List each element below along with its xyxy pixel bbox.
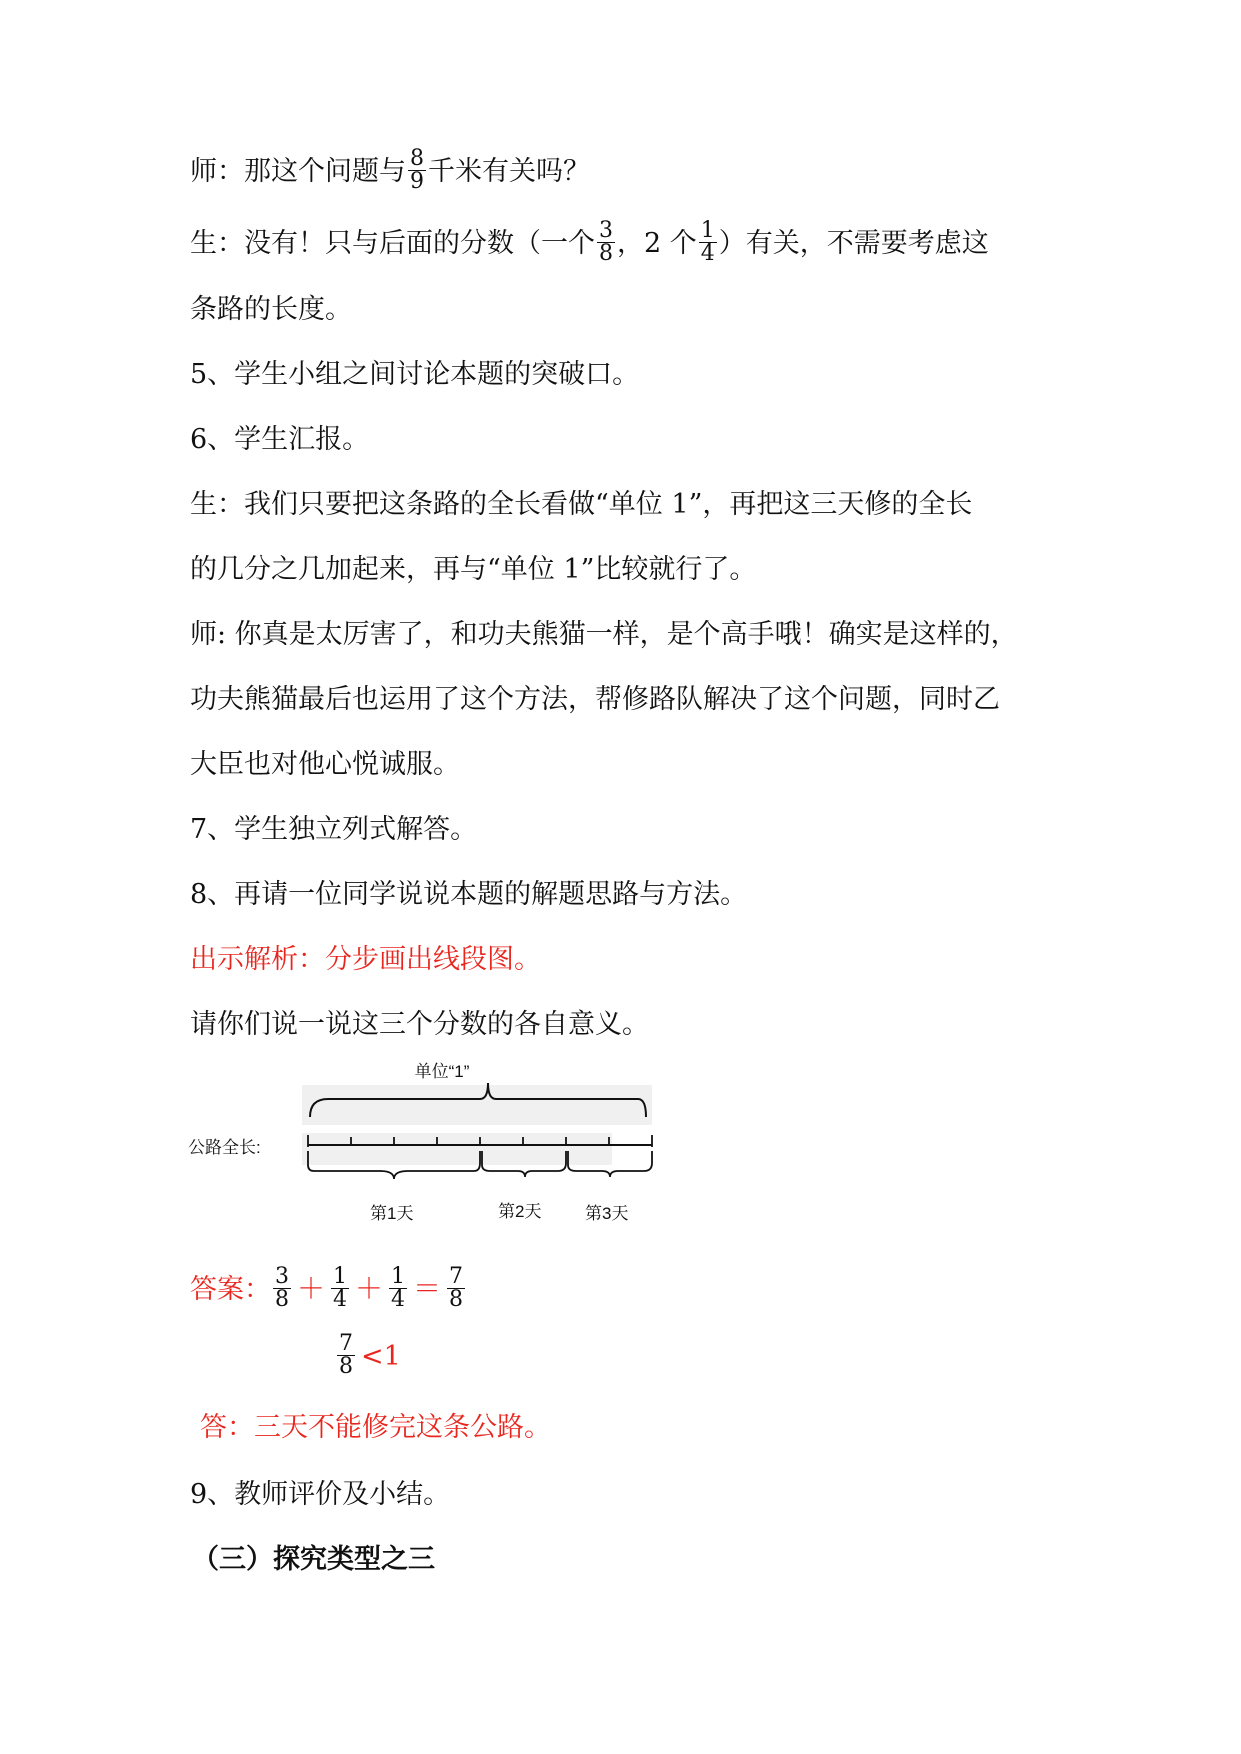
line-step-5: 5、学生小组之间讨论本题的突破口。 xyxy=(190,359,640,390)
section-heading: （三）探究类型之三 xyxy=(192,1544,435,1575)
numerator: 7 xyxy=(449,1264,464,1289)
speaker: 师： xyxy=(190,156,244,187)
numerator: 8 xyxy=(410,146,424,171)
day3-label: 第3天 xyxy=(585,1204,629,1223)
fraction-8-9 xyxy=(408,148,426,193)
fraction-7-8 xyxy=(337,1333,355,1378)
answer-comparison xyxy=(335,1331,401,1380)
line-step-6: 6、学生汇报。 xyxy=(190,424,370,455)
fraction-3-8 xyxy=(597,220,615,265)
text: ）有关，不需要考虑这 xyxy=(718,228,989,259)
line-6: 生：我们只要把这条路的全长看做“单位 1”，再把这三天修的全长 xyxy=(190,489,973,520)
line-teacher-question xyxy=(190,146,590,195)
line-3: 条路的长度。 xyxy=(190,294,352,325)
numerator: 3 xyxy=(275,1264,289,1289)
denominator: 4 xyxy=(391,1287,406,1312)
denominator: 4 xyxy=(700,241,715,266)
numerator: 1 xyxy=(391,1264,406,1289)
denominator: 9 xyxy=(410,169,424,194)
numerator: 3 xyxy=(599,218,613,243)
equals-sign: ＝ xyxy=(413,1272,442,1305)
road-label: 公路全长: xyxy=(188,1138,261,1157)
fraction-3-8 xyxy=(273,1266,291,1311)
line-step-9: 9、教师评价及小结。 xyxy=(190,1479,451,1510)
speaker: 生： xyxy=(190,228,244,259)
numerator: 1 xyxy=(333,1264,348,1289)
line-analysis: 出示解析：分步画出线段图。 xyxy=(190,944,541,975)
fraction-1-4 xyxy=(331,1266,349,1311)
line-step-8: 8、再请一位同学说说本题的解题思路与方法。 xyxy=(190,879,748,910)
line-segment-diagram xyxy=(180,1055,680,1255)
text: 千米有关吗？ xyxy=(428,156,590,187)
numerator: 7 xyxy=(339,1331,353,1356)
denominator: 8 xyxy=(449,1287,464,1312)
text: 没有！只与后面的分数（一个 xyxy=(244,228,595,259)
answer-conclusion: 答：三天不能修完这条公路。 xyxy=(200,1412,551,1443)
fraction-1-4 xyxy=(699,220,717,265)
line-student-answer xyxy=(190,218,989,267)
unit-label: 单位“1” xyxy=(414,1062,470,1081)
fraction-7-8 xyxy=(447,1266,465,1311)
line-step-7: 7、学生独立列式解答。 xyxy=(190,814,478,845)
denominator: 4 xyxy=(333,1287,348,1312)
day2-label: 第2天 xyxy=(498,1202,542,1221)
line-14: 请你们说一说这三个分数的各自意义。 xyxy=(190,1009,649,1040)
answer-equation xyxy=(190,1264,467,1313)
text: ，2 个 xyxy=(617,228,697,259)
denominator: 8 xyxy=(275,1287,289,1312)
less-than-one: <1 xyxy=(361,1341,401,1372)
line-9: 功夫熊猫最后也运用了这个方法，帮修路队解决了这个问题，同时乙 xyxy=(190,684,1000,715)
line-10: 大臣也对他心悦诚服。 xyxy=(190,749,460,780)
plus-sign: ＋ xyxy=(355,1272,384,1305)
answer-label: 答案： xyxy=(190,1274,271,1305)
fraction-1-4 xyxy=(389,1266,407,1311)
day1-label: 第1天 xyxy=(370,1204,414,1223)
denominator: 8 xyxy=(599,241,613,266)
text: 那这个问题与 xyxy=(244,156,406,187)
plus-sign: ＋ xyxy=(297,1272,326,1305)
numerator: 1 xyxy=(700,218,715,243)
line-8: 师: 你真是太厉害了，和功夫熊猫一样，是个高手哦！确实是这样的， xyxy=(190,619,1018,650)
denominator: 8 xyxy=(339,1354,353,1379)
line-7: 的几分之几加起来，再与“单位 1”比较就行了。 xyxy=(190,554,757,585)
